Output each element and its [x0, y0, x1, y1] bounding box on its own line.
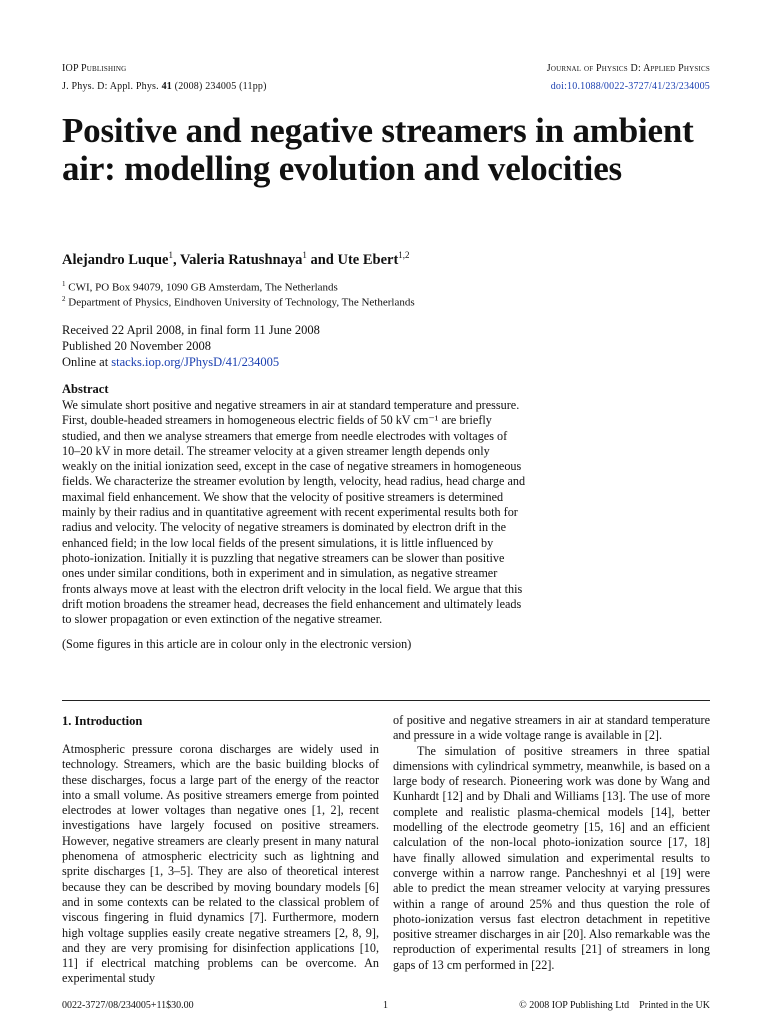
author-affiliation-mark: 1,2: [398, 250, 410, 260]
paper-title: Positive and negative streamers in ambient air: modelling evolution and velocities: [62, 111, 694, 188]
published-date: Published 20 November 2008: [62, 339, 211, 353]
affiliation-text: CWI, PO Box 94079, 1090 GB Amsterdam, The Netherlands: [68, 281, 338, 294]
affiliation-text: Department of Physics, Eindhoven University of Technology, The Netherlands: [68, 296, 415, 309]
author-list: [62, 250, 410, 269]
journal-name: Journal of Physics D: Applied Physics: [546, 63, 710, 74]
abstract-line: to slower propagation or even extinction of the negative streamer.: [62, 612, 383, 627]
colour-note: (Some figures in this article are in colour only in the electronic version): [62, 637, 412, 651]
abstract-line: enhanced field; in the low local fields of the present simulations, it is little influenced by: [62, 535, 494, 550]
body-paragraph: Atmospheric pressure corona discharges are widely used in technology. Streamers, which are the basic building blocks of these discharges, focus a large part of the energy of the reactor into a small volume. As positive streamers emerge from pointed electrodes at lower voltages than negative ones [1, 2], recent investigations have largely focused on positive streamers. However, negative streamers are clearly present in many natural phenomena of atmospheric electricity such as lightning and sprite discharges [1, 3–5]. They are also of theoretical interest because they can be described by moving boundary models [6] and in some contexts can be related to the classical problem of viscous fingering in fluid dynamics [7]. Furthermore, modern high voltage supplies easily create negative streamers [2, 8, 9], and they are very promising for disinfection applications [10, 11] if electrical matching problems can be overcome. An experimental study: [62, 742, 379, 986]
author-name: Alejandro Luque: [62, 251, 169, 268]
abstract-line: fronts always move at least with the electron drift velocity in the local field. We argue that this: [62, 581, 523, 596]
affiliation-number: 1: [62, 280, 66, 288]
abstract-line: maximal field enhancement. We show that the velocity of positive streamers is determined: [62, 489, 504, 504]
author-separator: ,: [173, 251, 180, 268]
body-paragraph: of positive and negative streamers in air at standard temperature and pressure in a wide voltage range is available in [2].: [393, 713, 710, 743]
author-name: Valeria Ratushnaya: [180, 251, 303, 268]
affiliation-item: [62, 295, 415, 309]
author-and: and: [306, 251, 338, 268]
abstract-line: studied, and then we analyse streamers that emerge from needle electrodes with voltages of: [62, 428, 508, 443]
received-date: Received 22 April 2008, in final form 11 June 2008: [62, 323, 320, 337]
abstract-line: weakly on the initial ionization seed, except in the case of negative streamers in homogeneous: [62, 459, 522, 474]
abstract-line: fields. We characterize the streamer evolution by length, velocity, head radius, head charge and: [62, 474, 526, 489]
author-affiliation-mark: 1: [302, 250, 307, 260]
citation-line: [62, 81, 267, 92]
online-line: [62, 354, 320, 370]
abstract-line: 10–20 kV in more detail. The streamer velocity at a given streamer length depends only: [62, 443, 490, 458]
affiliation-item: [62, 280, 338, 294]
right-column: [393, 713, 710, 973]
doi-link[interactable]: doi:10.1088/0022-3727/41/23/234005: [550, 81, 710, 92]
citation-prefix: J. Phys. D: Appl. Phys.: [62, 81, 159, 92]
footer-page-number: 1: [383, 1000, 388, 1011]
abstract-line: mainly by their radius and in quantitative agreement with recent experimental results both for: [62, 505, 518, 520]
author-affiliation-mark: 1: [168, 250, 173, 260]
abstract-line: drift motion broadens the streamer head, decreases the field enhancement and ultimately leads: [62, 596, 522, 611]
citation-volume: 41: [161, 81, 172, 92]
abstract-line: First, double-headed streamers in homogeneous electric fields of 50 kV cm⁻¹ are briefly: [62, 413, 492, 428]
online-prefix: Online at: [62, 355, 112, 369]
section-divider: [62, 700, 710, 701]
abstract-heading: Abstract: [62, 382, 109, 396]
abstract-text: [62, 398, 550, 627]
author-name: Ute Ebert: [337, 251, 399, 268]
publication-history: [62, 322, 320, 370]
left-column: [62, 742, 379, 987]
footer-copyright: © 2008 IOP Publishing Ltd Printed in the UK: [519, 1000, 710, 1011]
publisher-label: IOP Publishing: [62, 63, 127, 74]
abstract-line: ones under similar conditions, both in experiment and in simulation, as negative streamer: [62, 566, 498, 581]
online-link[interactable]: stacks.iop.org/JPhysD/41/234005: [111, 355, 280, 369]
footer-price-code: 0022-3727/08/234005+11$30.00: [62, 1000, 194, 1011]
citation-suffix: (2008) 234005 (11pp): [174, 81, 267, 92]
abstract-line: photo-ionization. Initially it is puzzling that negative streamers can be slower than positive: [62, 550, 505, 565]
abstract-line: radius and velocity. The velocity of negative streamers is dominated by electron drift in the: [62, 520, 507, 535]
abstract-line: We simulate short positive and negative streamers in air at standard temperature and pressure.: [62, 398, 520, 412]
section-heading-introduction: 1. Introduction: [62, 714, 143, 728]
affiliation-number: 2: [62, 295, 66, 303]
body-paragraph: The simulation of positive streamers in three spatial dimensions with cylindrical symmetry, meanwhile, is based on a large body of research. Pioneering work was done by Wang and Kunhardt [12] and by Dhali and Williams [13]. The use of more complete and realistic plasma-chemical models [14], better modelling of the electrode geometry [15, 16] and an efficient calculation of the non-local photo-ionization source [17, 18] have finally allowed simulation and experimental results to converge within a narrow range. Pancheshnyi et al [19] were able to predict the mean streamer velocity at varying pressures within a range of around 25% and thus question the role of photo-ionization versus fast electron detachment in repetitive positive streamer discharges in air [20]. Also remarkable was the reproduction of experimental results [21] of streamers in long gaps of 13 cm performed in [22].: [393, 743, 710, 972]
